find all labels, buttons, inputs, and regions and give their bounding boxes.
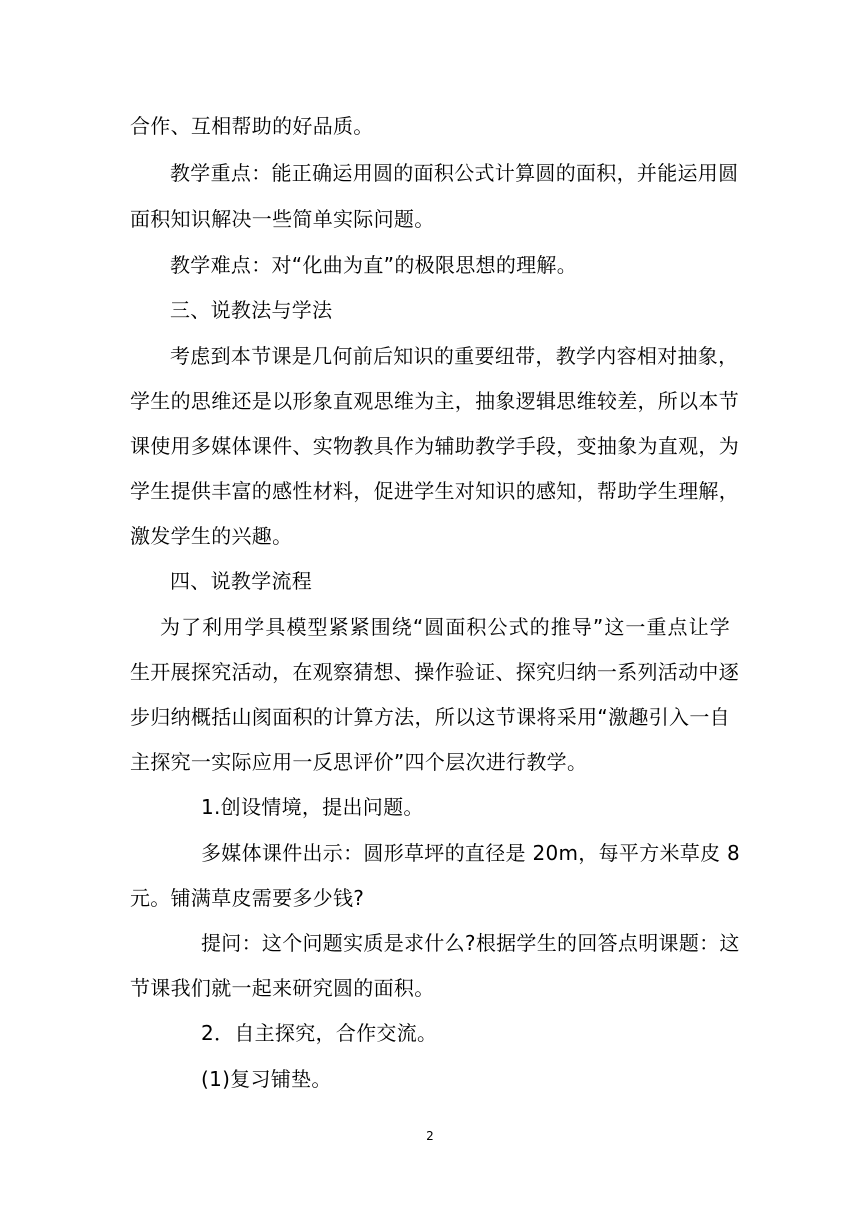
paragraph-line: 多媒体课件出示：圆形草坪的直径是 20m，每平方米草皮 8 [201, 841, 741, 865]
paragraph-line: 激发学生的兴趣。 [130, 524, 293, 548]
paragraph-line: 考虑到本节课是几何前后知识的重要纽带，教学内容相对抽象， [170, 344, 739, 368]
paragraph-line: 生开展探究活动，在观察猜想、操作验证、探究归纳一系列活动中逐 [130, 660, 739, 684]
paragraph-line: 为了利用学具模型紧紧围绕“圆面积公式的推导”这一重点让学 [160, 615, 730, 639]
paragraph-line: 教学难点：对“化曲为直”的极限思想的理解。 [170, 253, 578, 277]
paragraph-line: 教学重点：能正确运用圆的面积公式计算圆的面积，并能运用圆 [170, 161, 739, 185]
section-heading: 四、说教学流程 [170, 569, 313, 593]
paragraph-line: 课使用多媒体课件、实物教具作为辅助教学手段，变抽象为直观，为 [130, 434, 739, 458]
section-heading: 三、说教法与学法 [170, 298, 333, 322]
paragraph-line: 主探究一实际应用一反思评价”四个层次进行教学。 [130, 750, 588, 774]
paragraph-line: 合作、互相帮助的好品质。 [130, 114, 374, 138]
paragraph-line: 步归纳概括山阂面积的计算方法，所以这节课将采用“激趣引入一自 [130, 705, 730, 729]
paragraph-line: 学生的思维还是以形象直观思维为主，抽象逻辑思维较差，所以本节 [130, 389, 739, 413]
subsection-heading: (1)复习铺垫。 [201, 1067, 332, 1091]
page-number: 2 [426, 1129, 434, 1143]
paragraph-line: 元。铺满草皮需要多少钱? [130, 886, 365, 910]
paragraph-line: 提问：这个问题实质是求什么?根据学生的回答点明课题：这 [201, 931, 740, 955]
paragraph-line: 面积知识解决一些简单实际问题。 [130, 207, 435, 231]
subsection-heading: 2．自主探究，合作交流。 [201, 1021, 438, 1045]
paragraph-line: 节课我们就一起来研究圆的面积。 [130, 976, 435, 1000]
subsection-heading: 1.创设情境，提出问题。 [201, 795, 424, 819]
paragraph-line: 学生提供丰富的感性材料，促进学生对知识的感知，帮助学生理解， [130, 479, 739, 503]
